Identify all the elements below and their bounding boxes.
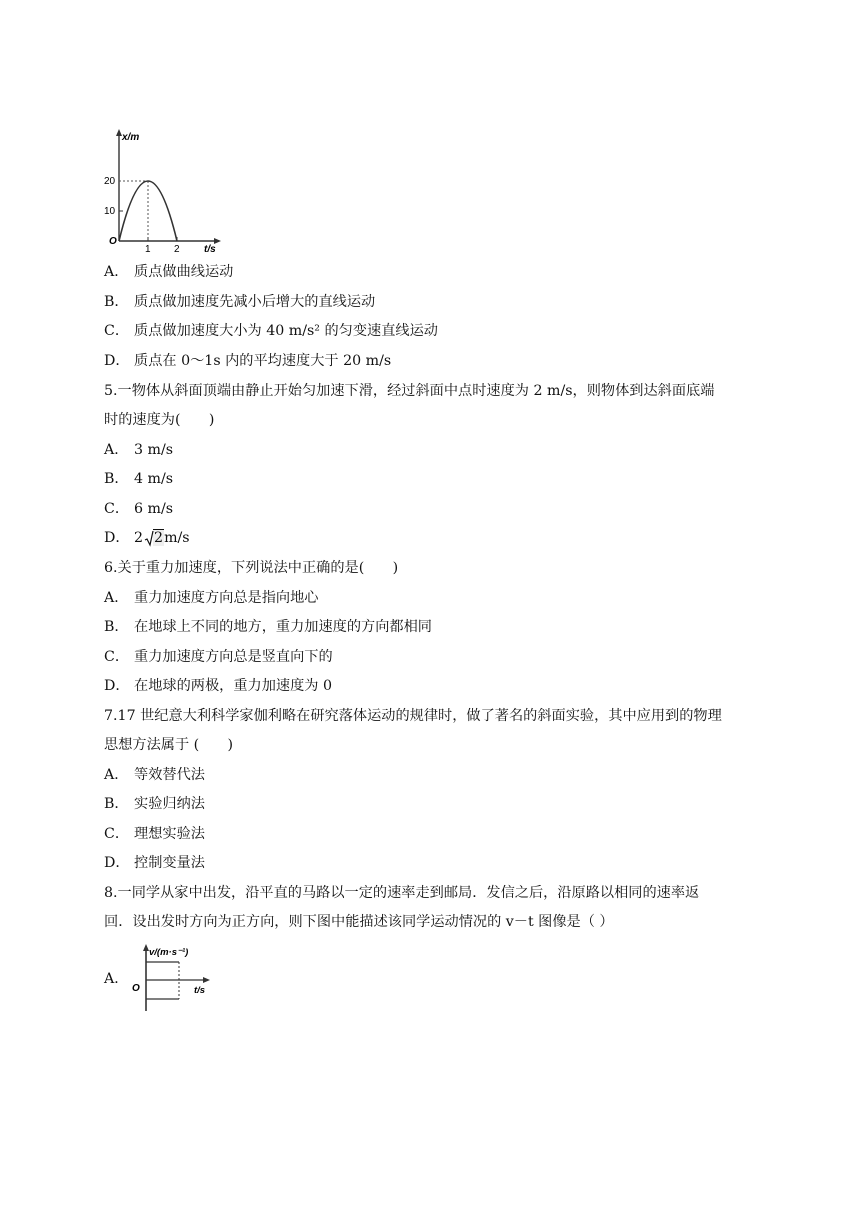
option-text-coef: 2 (134, 530, 144, 546)
option-label: B． (104, 294, 129, 310)
option-label: C． (104, 826, 130, 842)
option-text: 质点做曲线运动 (134, 264, 234, 280)
q8-stem-line2: 回．设出发时方向为正方向，则下图中能描述该同学运动情况的 v－t 图像是（ ） (104, 914, 614, 930)
option-text: 实验归纳法 (134, 796, 205, 812)
option-label: D． (104, 353, 130, 369)
option-label: A． (104, 442, 129, 458)
option-text: 重力加速度方向总是指向地心 (134, 590, 319, 606)
q5-option-a (104, 440, 173, 460)
sqrt-symbol-icon (144, 528, 164, 548)
option-label: D． (104, 855, 130, 871)
y-axis-label: v/(m·s⁻¹) (149, 947, 189, 958)
q4-option-a (104, 262, 233, 282)
option-label: D． (104, 678, 130, 694)
xt-graph-figure (104, 126, 224, 254)
vt-graph-figure-a (128, 943, 218, 1013)
q6-option-c (104, 647, 333, 667)
y-tick-label-10: 10 (104, 206, 116, 217)
option-label: C． (104, 501, 130, 517)
option-text: 等效替代法 (134, 767, 205, 783)
option-label: A． (104, 767, 129, 783)
option-text: 控制变量法 (134, 855, 205, 871)
q5-stem-line1: 5.一物体从斜面顶端由静止开始匀加速下滑，经过斜面中点时速度为 2 m/s，则物体到达斜面底端 (104, 383, 715, 399)
x-tick-label-1: 1 (145, 244, 151, 254)
q8-option-a-label: A． (104, 971, 129, 987)
option-label: D． (104, 530, 130, 546)
option-text-unit: m/s (164, 530, 190, 546)
option-text: 在地球上不同的地方，重力加速度的方向都相同 (134, 619, 432, 635)
option-text: 4 m/s (134, 471, 174, 487)
y-tick-label-20: 20 (104, 176, 116, 187)
q6-stem: 6.关于重力加速度，下列说法中正确的是( ) (104, 560, 399, 576)
option-label: B． (104, 471, 129, 487)
x-axis-label: t/s (204, 244, 216, 254)
option-label: A． (104, 264, 129, 280)
option-label: A． (104, 590, 129, 606)
q7-option-b (104, 794, 205, 814)
x-axis-arrow-icon (203, 977, 210, 983)
option-text: 6 m/s (134, 501, 174, 517)
q7-option-c (104, 824, 205, 844)
q5-option-c (104, 499, 173, 519)
q4-option-c (104, 321, 438, 341)
option-label: B． (104, 619, 129, 635)
option-text: 质点做加速度大小为 40 m/s² 的匀变速直线运动 (134, 323, 438, 339)
q4-option-b (104, 292, 375, 312)
option-text: 重力加速度方向总是竖直向下的 (134, 649, 333, 665)
q6-option-b (104, 617, 432, 637)
q7-stem-line2: 思想方法属于 ( ) (104, 737, 234, 753)
q4-option-d (104, 351, 391, 371)
q5-option-d (104, 528, 190, 548)
x-tick-label-2: 2 (174, 244, 180, 254)
q6-option-d (104, 676, 332, 696)
q7-stem-line1: 7.17 世纪意大利科学家伽利略在研究落体运动的规律时，做了著名的斜面实验，其中应用到的物理 (104, 708, 722, 724)
option-label: C． (104, 323, 130, 339)
option-text: 理想实验法 (134, 826, 205, 842)
option-label: B． (104, 796, 129, 812)
q8-stem-line1: 8.一同学从家中出发，沿平直的马路以一定的速率走到邮局．发信之后，沿原路以相同的速率返 (104, 885, 700, 901)
option-text: 质点做加速度先减小后增大的直线运动 (134, 294, 376, 310)
q7-option-d (104, 853, 205, 873)
sqrt-radicand: 2 (154, 530, 164, 546)
origin-label: O (109, 236, 117, 247)
origin-label: O (132, 983, 140, 994)
option-label: C． (104, 649, 130, 665)
q5-option-b (104, 469, 173, 489)
q6-option-a (104, 588, 318, 608)
x-axis-label: t/s (194, 985, 206, 996)
vt-graph-svg (128, 943, 218, 1013)
q5-stem-line2: 时的速度为( ) (104, 412, 215, 428)
option-text: 在地球的两极，重力加速度为 0 (134, 678, 332, 694)
q7-option-a (104, 765, 205, 785)
option-text: 质点在 0～1s 内的平均速度大于 20 m/s (134, 353, 392, 369)
y-axis-label: x/m (122, 132, 140, 143)
option-text: 3 m/s (134, 442, 174, 458)
xt-graph-svg (104, 126, 224, 254)
